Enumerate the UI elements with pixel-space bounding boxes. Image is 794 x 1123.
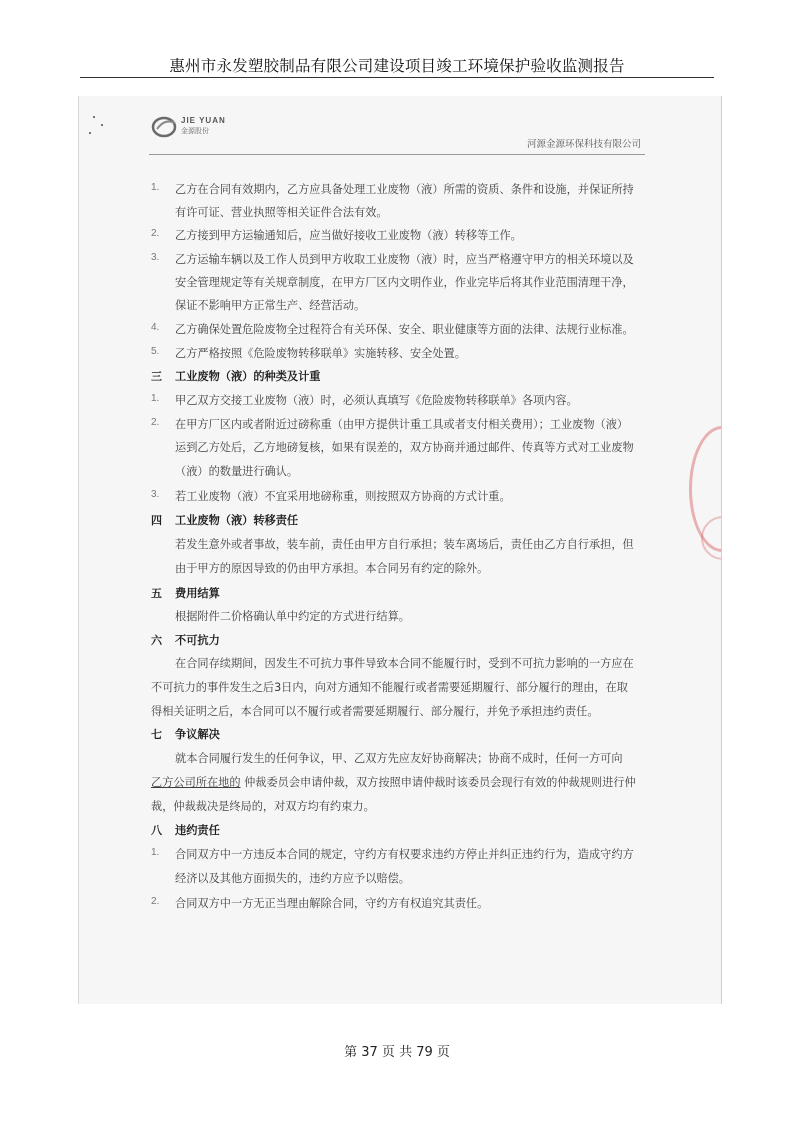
list-item-text: 乙方接到甲方运输通知后，应当做好接收工业废物（液）转移等工作。: [175, 229, 522, 242]
scanned-contract-page: [78, 96, 722, 1004]
paragraph-line: 若发生意外或者事故，装车前，责任由甲方自行承担；装车离场后，责任由乙方自行承担，但: [175, 538, 634, 551]
logo-chinese-text: 金源股份: [181, 127, 209, 135]
list-item-text: 合同双方中一方无正当理由解除合同，守约方有权追究其责任。: [175, 897, 489, 910]
section-number: 三: [151, 370, 162, 383]
paragraph-line: [151, 774, 636, 790]
paragraph-line: 得相关证明之后，本合同可以不履行或者需要延期履行、部分履行，并免予承担违约责任。: [151, 705, 599, 718]
paragraph-line: 在合同存续期间，因发生不可抗力事件导致本合同不能履行时，受到不可抗力影响的一方应在: [175, 657, 634, 670]
list-item-text: 乙方在合同有效期内，乙方应具备处理工业废物（液）所需的资质、条件和设施，并保证所持: [175, 183, 634, 196]
list-item-text: 乙方运输车辆以及工作人员到甲方收取工业废物（液）时，应当严格遵守甲方的相关环境以及: [175, 253, 634, 266]
section-title: 不可抗力: [175, 634, 220, 647]
list-item-text: 保证不影响甲方正常生产、经营活动。: [175, 299, 366, 312]
section-number: 五: [151, 587, 162, 600]
list-item-number: 5.: [151, 346, 160, 357]
list-item-text: 乙方确保处置危险废物全过程符合有关环保、安全、职业健康等方面的法律、法规行业标准。: [175, 323, 634, 336]
paragraph-line: 裁，仲裁裁决是终局的，对双方均有约束力。: [151, 800, 375, 813]
scan-company-name: 河源金源环保科技有限公司: [526, 139, 641, 150]
section-title: 工业废物（液）的种类及计重: [175, 370, 321, 383]
list-item-number: 2.: [151, 417, 160, 428]
header-rule: [80, 77, 714, 78]
report-header-title: 惠州市永发塑胶制品有限公司建设项目竣工环境保护验收监测报告: [169, 57, 625, 75]
list-item-text: 甲乙双方交接工业废物（液）时，必须认真填写《危险废物转移联单》各项内容。: [175, 394, 578, 407]
list-item-number: 2.: [151, 228, 160, 239]
section-number: 六: [151, 634, 162, 647]
paragraph-line: 根据附件二价格确认单中约定的方式进行结算。: [175, 610, 410, 623]
arbitration-location-underlined: 乙方公司所在地的: [151, 776, 241, 789]
list-item-number: 2.: [151, 896, 160, 907]
list-item-number: 3.: [151, 252, 160, 263]
list-item-number: 4.: [151, 322, 160, 333]
list-item-number: 1.: [151, 847, 160, 858]
list-item-text: （液）的数量进行确认。: [175, 465, 299, 478]
paragraph-line: 不可抗力的事件发生之后3日内，向对方通知不能履行或者需要延期履行、部分履行的理由，在取: [151, 681, 628, 694]
section-number: 七: [151, 728, 162, 741]
list-item-text: 有许可证、营业执照等相关证件合法有效。: [175, 206, 388, 219]
section-title: 工业废物（液）转移责任: [175, 514, 299, 527]
section-title: 违约责任: [175, 824, 220, 837]
list-item-number: 3.: [151, 489, 160, 500]
page-number: 第 37 页 共 79 页: [344, 1045, 450, 1060]
list-item-number: 1.: [151, 393, 160, 404]
list-item-text: 乙方严格按照《危险废物转移联单》实施转移、安全处置。: [175, 347, 466, 360]
list-item-text: 在甲方厂区内或者附近过磅称重（由甲方提供计重工具或者支付相关费用）；工业废物（液）: [175, 418, 629, 431]
list-item-text: 经济以及其他方面损失的，违约方应予以赔偿。: [175, 872, 410, 885]
section-number: 八: [151, 824, 162, 837]
paragraph-line: 就本合同履行发生的任何争议，甲、乙双方先应友好协商解决；协商不成时，任何一方可向: [175, 752, 623, 765]
list-item-text: 合同双方中一方违反本合同的规定，守约方有权要求违约方停止并纠正违约行为，造成守约方: [175, 848, 634, 861]
logo-english-text: JIE YUAN: [181, 116, 226, 125]
list-item-text: 安全管理规定等有关规章制度，在甲方厂区内文明作业，作业完毕后将其作业范围清理干净，: [175, 276, 634, 289]
list-item-text: 若工业废物（液）不宜采用地磅称重，则按照双方协商的方式计重。: [175, 490, 511, 503]
arbitration-text: 仲裁委员会申请仲裁，双方按照申请仲裁时该委员会现行有效的仲裁规则进行仲: [240, 776, 636, 789]
contract-body: [79, 96, 721, 1004]
list-item-number: 1.: [151, 182, 160, 193]
section-title: 争议解决: [175, 728, 220, 741]
list-item-text: 运到乙方处后，乙方地磅复核，如果有误差的，双方协商并通过邮件、传真等方式对工业废物: [175, 441, 634, 454]
paragraph-line: 由于甲方的原因导致的仍由甲方承担。本合同另有约定的除外。: [175, 562, 489, 575]
section-title: 费用结算: [175, 587, 220, 600]
section-number: 四: [151, 514, 162, 527]
